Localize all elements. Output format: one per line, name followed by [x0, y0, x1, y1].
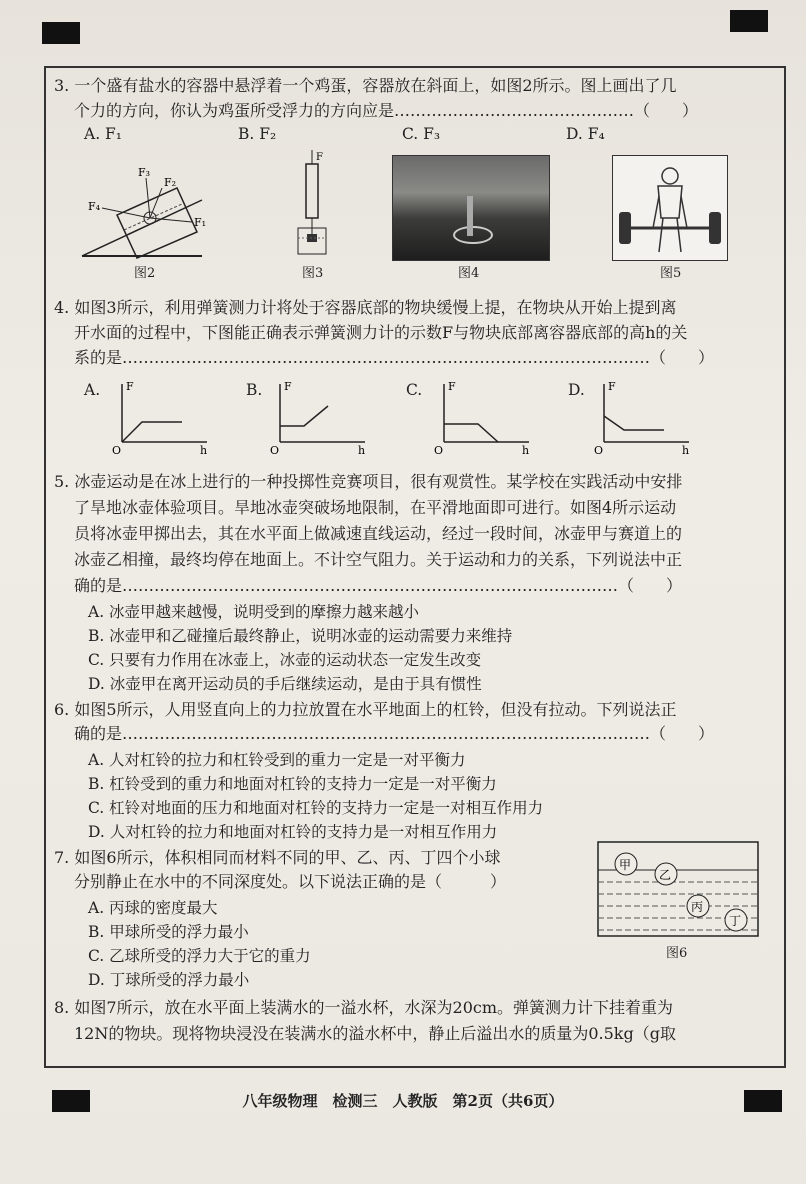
- figure-2-incline-container: [82, 160, 222, 260]
- fig2-label-f1: F₁: [194, 216, 207, 229]
- barbell-person-icon: [613, 156, 727, 260]
- registration-mark-top-right: [730, 10, 768, 32]
- q5-stem-line5: 确的是…………………………………………………………………………………（ ）: [74, 576, 683, 595]
- q5-stem-line2: 了旱地冰壶体验项目。旱地冰壶突破场地限制，在平滑地面即可进行。如图4所示运动: [74, 498, 677, 517]
- q7-stem-line1: 7. 如图6所示，体积相同而材料不同的甲、乙、丙、丁四个小球: [54, 848, 501, 867]
- q4-option-d[interactable]: D.: [568, 381, 585, 399]
- figure-4-caption: 图4: [458, 266, 480, 281]
- q3-option-b[interactable]: B. F₂: [238, 125, 277, 143]
- q4-graph-d: [594, 380, 694, 457]
- q4-graph-a: [112, 380, 212, 457]
- fig2-label-f4: F₄: [88, 200, 101, 213]
- q4c-axis-f: F: [448, 380, 456, 393]
- q7-option-c[interactable]: C. 乙球所受的浮力大于它的重力: [88, 947, 311, 965]
- q6-stem-line2: 确的是………………………………………………………………………………………（ ）: [74, 724, 715, 743]
- figure-2-caption: 图2: [134, 266, 156, 281]
- q6-stem-line1: 6. 如图5所示，人用竖直向上的力拉放置在水平地面上的杠铃，但没有拉动。下列说法正: [54, 700, 677, 719]
- q4-graph-b: [270, 380, 370, 457]
- q6-option-b[interactable]: B. 杠铃受到的重力和地面对杠铃的支持力一定是一对平衡力: [88, 775, 497, 793]
- q5-stem-line1: 5. 冰壶运动是在冰上进行的一种投掷性竞赛项目，很有观赏性。某学校在实践活动中安排: [54, 472, 683, 491]
- q3-stem-line1: 3. 一个盛有盐水的容器中悬浮着一个鸡蛋，容器放在斜面上，如图2所示。图上画出了几: [54, 76, 677, 95]
- ball-jia: 甲: [619, 858, 632, 872]
- q4d-origin: O: [594, 444, 604, 457]
- q7-stem-line2: 分别静止在水中的不同深度处。以下说法正确的是（ ）: [74, 872, 507, 891]
- q4b-axis-h: h: [358, 444, 366, 457]
- q3-stem-line2: 个力的方向，你认为鸡蛋所受浮力的方向应是………………………………………（ ）: [74, 101, 699, 120]
- q4b-axis-f: F: [284, 380, 292, 393]
- q7-option-d[interactable]: D. 丁球所受的浮力最小: [88, 971, 250, 989]
- fig3-label-f: F: [316, 152, 323, 163]
- q4d-axis-f: F: [608, 380, 616, 393]
- q7-option-a[interactable]: A. 丙球的密度最大: [88, 899, 218, 917]
- q5-option-c[interactable]: C. 只要有力作用在冰壶上，冰壶的运动状态一定发生改变: [88, 651, 482, 669]
- q5-stem-line3: 员将冰壶甲掷出去，其在水平面上做减速直线运动，经过一段时间，冰壶甲与赛道上的: [74, 524, 683, 543]
- q5-option-a[interactable]: A. 冰壶甲越来越慢，说明受到的摩擦力越来越小: [88, 603, 420, 621]
- q4-stem-line3: 系的是………………………………………………………………………………………（ ）: [74, 348, 715, 367]
- q4-option-b[interactable]: B.: [246, 381, 263, 399]
- fig2-label-f3: F₃: [138, 166, 151, 179]
- q4c-axis-h: h: [522, 444, 530, 457]
- q3-option-c[interactable]: C. F₃: [402, 125, 441, 143]
- ball-yi: 乙: [659, 868, 672, 882]
- q8-stem-line1: 8. 如图7所示，放在水平面上装满水的一溢水杯，水深为20cm。弹簧测力计下挂着重为: [54, 998, 674, 1017]
- figure-6-caption: 图6: [666, 946, 688, 961]
- q3-option-d[interactable]: D. F₄: [566, 125, 605, 143]
- q3-option-a[interactable]: A. F₁: [84, 125, 123, 143]
- q7-option-b[interactable]: B. 甲球所受的浮力最小: [88, 923, 249, 941]
- q4a-axis-h: h: [200, 444, 208, 457]
- q4a-origin: O: [112, 444, 122, 457]
- q4-graph-c: [434, 380, 534, 457]
- ball-ding: 丁: [729, 914, 742, 928]
- figure-5-caption: 图5: [660, 266, 682, 281]
- q5-option-d[interactable]: D. 冰壶甲在离开运动员的手后继续运动，是由于具有惯性: [88, 675, 482, 693]
- fig2-label-f2: F₂: [164, 176, 177, 189]
- figure-6-water-tank: [596, 840, 766, 940]
- q4-option-c[interactable]: C.: [406, 381, 423, 399]
- page-footer: 八年级物理 检测三 人教版 第2页（共6页）: [242, 1092, 564, 1110]
- q4b-origin: O: [270, 444, 280, 457]
- q4-option-a[interactable]: A.: [84, 381, 101, 399]
- q4-stem-line1: 4. 如图3所示，利用弹簧测力计将处于容器底部的物块缓慢上提，在物块从开始上提到离: [54, 298, 677, 317]
- q6-option-c[interactable]: C. 杠铃对地面的压力和地面对杠铃的支持力一定是一对相互作用力: [88, 799, 544, 817]
- q4c-origin: O: [434, 444, 444, 457]
- q6-option-d[interactable]: D. 人对杠铃的拉力和地面对杠铃的支持力是一对相互作用力: [88, 823, 498, 841]
- q8-stem-line2: 12N的物块。现将物块浸没在装满水的溢水杯中，静止后溢出水的质量为0.5kg（g取: [74, 1024, 676, 1043]
- figure-5-barbell-illustration: [612, 155, 728, 261]
- q6-option-a[interactable]: A. 人对杠铃的拉力和杠铃受到的重力一定是一对平衡力: [88, 751, 466, 769]
- figure-4-curling-photo: [392, 155, 550, 261]
- ball-bing: 丙: [691, 900, 704, 914]
- q4a-axis-f: F: [126, 380, 134, 393]
- q4-stem-line2: 开水面的过程中，下图能正确表示弹簧测力计的示数F与物块底部离容器底部的高h的关: [74, 323, 688, 342]
- figure-3-caption: 图3: [302, 266, 324, 281]
- q5-stem-line4: 冰壶乙相撞，最终均停在地面上。不计空气阻力。关于运动和力的关系，下列说法中正: [74, 550, 683, 569]
- figure-3-spring-scale: [294, 150, 334, 260]
- registration-mark-top-left: [42, 22, 80, 44]
- q5-option-b[interactable]: B. 冰壶甲和乙碰撞后最终静止，说明冰壶的运动需要力来维持: [88, 627, 513, 645]
- q4d-axis-h: h: [682, 444, 690, 457]
